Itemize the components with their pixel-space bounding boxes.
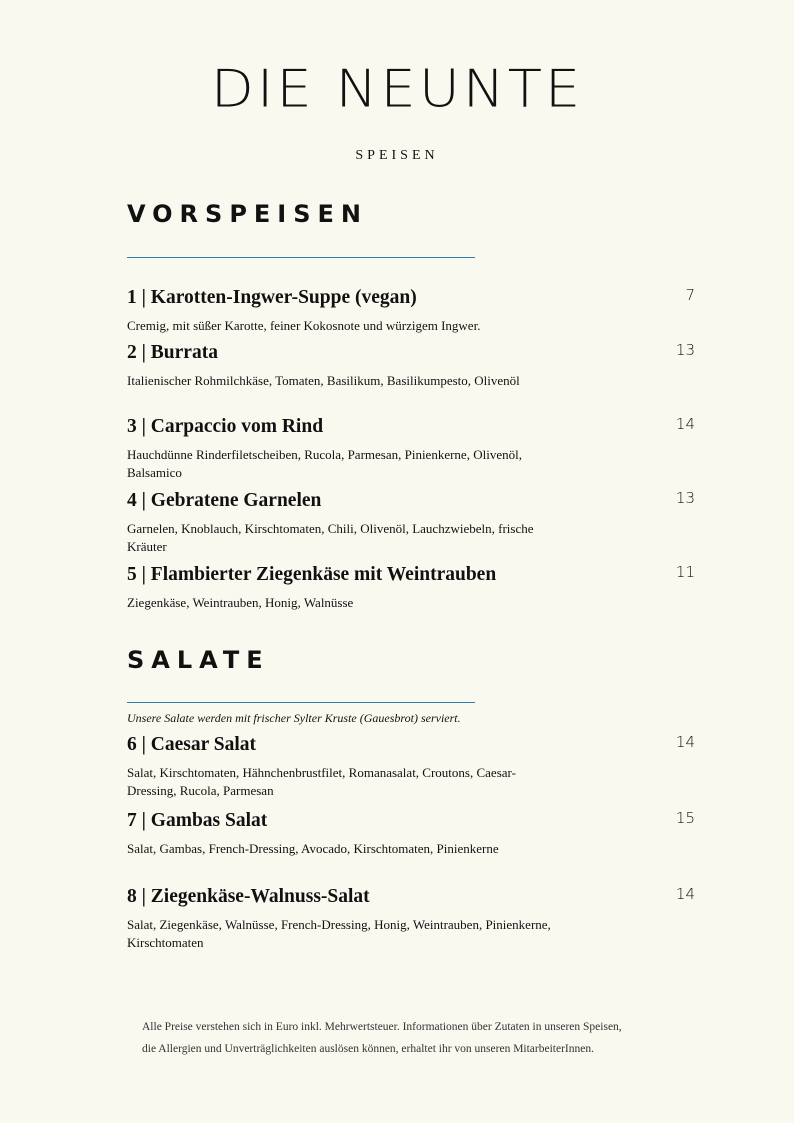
section-heading-salate: SALATE: [127, 646, 270, 674]
menu-item: [127, 489, 697, 556]
menu-item-price: 13: [675, 341, 695, 359]
menu-item-price: 15: [675, 809, 695, 827]
menu-item: [127, 733, 697, 800]
section-divider: [127, 257, 475, 258]
menu-item: [127, 415, 697, 482]
menu-item-name: 7 | Gambas Salat: [127, 810, 268, 831]
section-divider: [127, 702, 475, 703]
footer-line: die Allergien und Unverträglichkeiten auslösen können, erhaltet ihr von unseren MitarbeiterInnen.: [142, 1043, 594, 1055]
menu-item-name: 1 | Karotten-Ingwer-Suppe (vegan): [127, 287, 417, 308]
footer-line: Alle Preise verstehen sich in Euro inkl. Mehrwertsteuer. Informationen über Zutaten in unseren Speisen,: [142, 1021, 622, 1033]
menu-item: [127, 286, 697, 335]
menu-item-price: 14: [675, 885, 695, 903]
section-heading-vorspeisen: VORSPEISEN: [127, 200, 368, 228]
menu-item: [127, 563, 697, 612]
menu-item-name: 8 | Ziegenkäse-Walnuss-Salat: [127, 886, 370, 907]
menu-item-description: Salat, Gambas, French-Dressing, Avocado, Kirschtomaten, Pinienkerne: [127, 841, 499, 856]
page-subtitle: SPEISEN: [355, 148, 439, 163]
menu-item-description: Ziegenkäse, Weintrauben, Honig, Walnüsse: [127, 595, 354, 610]
menu-item-description: Cremig, mit süßer Karotte, feiner Kokosnote und würzigem Ingwer.: [127, 318, 481, 333]
menu-item-name: 3 | Carpaccio vom Rind: [127, 416, 324, 437]
menu-item: [127, 809, 697, 858]
menu-item-price: 13: [675, 489, 695, 507]
menu-item-description: Garnelen, Knoblauch, Kirschtomaten, Chili, Olivenöl, Lauchzwiebeln, frische Kräuter: [127, 521, 534, 554]
menu-item-price: 14: [675, 415, 695, 433]
menu-item-name: 2 | Burrata: [127, 342, 218, 363]
section-note: Unsere Salate werden mit frischer Sylter Kruste (Gauesbrot) serviert.: [127, 711, 461, 725]
footer-note: [142, 1016, 712, 1060]
menu-item: [127, 885, 697, 952]
page-title: DIE NEUNTE: [210, 59, 584, 120]
menu-item-price: 11: [675, 563, 695, 581]
menu-item-name: 4 | Gebratene Garnelen: [127, 490, 322, 511]
menu-item-price: 14: [675, 733, 695, 751]
menu-item-description: Italienischer Rohmilchkäse, Tomaten, Basilikum, Basilikumpesto, Olivenöl: [127, 373, 520, 388]
menu-item-description: Salat, Ziegenkäse, Walnüsse, French-Dressing, Honig, Weintrauben, Pinienkerne, Kirschtomaten: [127, 917, 551, 950]
menu-item-name: 6 | Caesar Salat: [127, 734, 257, 755]
menu-item: [127, 341, 697, 390]
menu-item-description: Hauchdünne Rinderfiletscheiben, Rucola, Parmesan, Pinienkerne, Olivenöl, Balsamico: [127, 447, 522, 480]
menu-item-description: Salat, Kirschtomaten, Hähnchenbrustfilet, Romanasalat, Croutons, Caesar-Dressing, Rucola, Parmesan: [127, 765, 516, 798]
menu-item-name: 5 | Flambierter Ziegenkäse mit Weintrauben: [127, 564, 497, 585]
menu-item-price: 7: [685, 286, 695, 304]
